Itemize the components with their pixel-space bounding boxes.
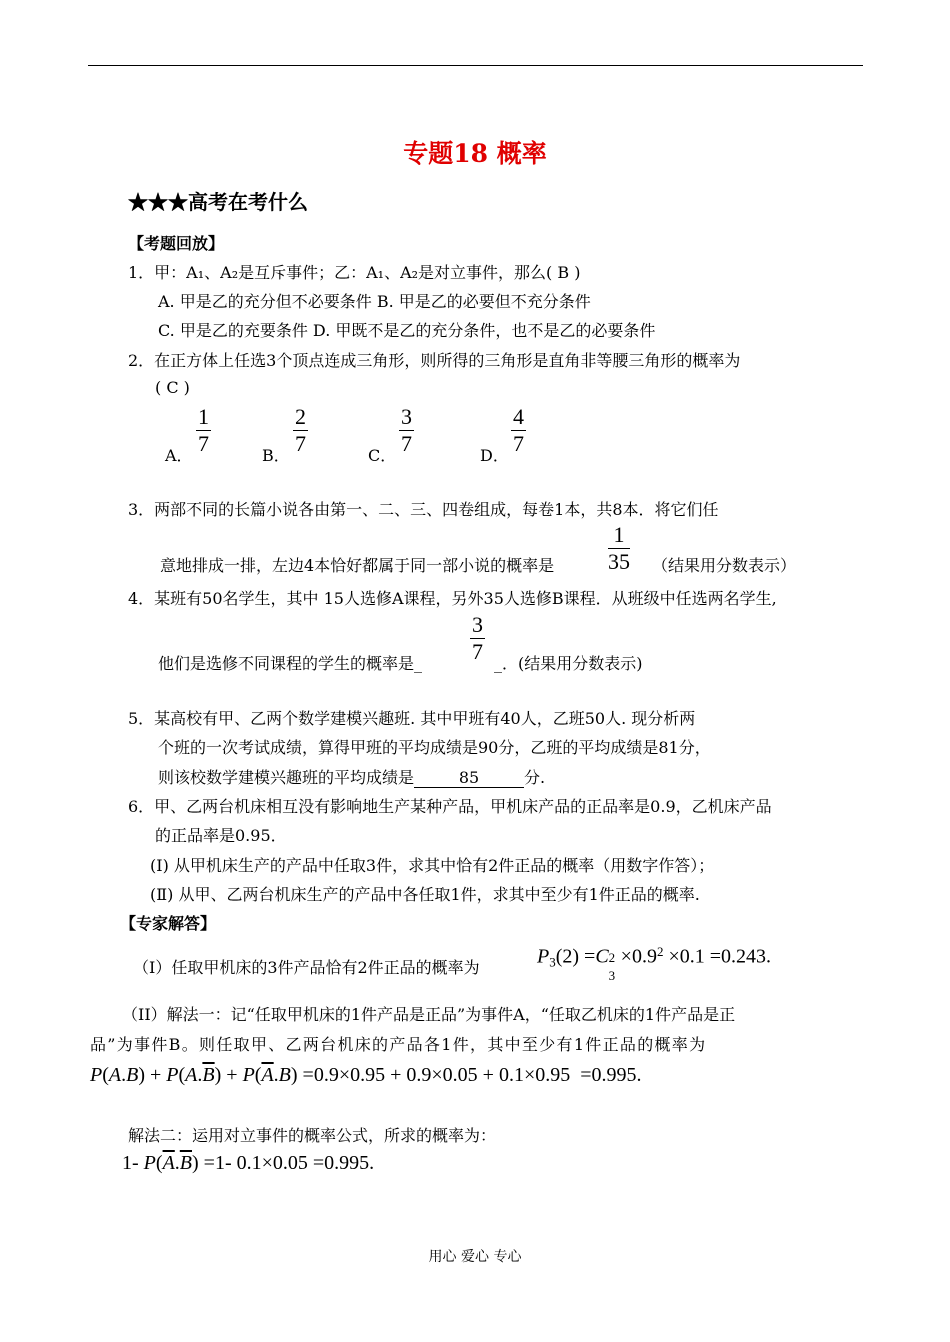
solution-2-formula: $P(A.B) + P(A.\overline{B}) + P(\overline{A}.B) =0.9\times 0.95 + 0.9\times 0.05 + 0.1\times 0.95 =0.995$.	[90, 1064, 642, 1086]
q1-options-cd: C. 甲是乙的充要条件 D. 甲既不是乙的充分条件，也不是乙的必要条件	[158, 321, 656, 340]
header-rule	[88, 65, 863, 66]
q3-answer-fraction: 1 35	[608, 522, 630, 574]
q4-tail: _．(结果用分数表示)	[494, 654, 643, 673]
q4-line1: 4．某班有50名学生，其中 15人选修A课程，另外35人选修B课程．从班级中任选两名学生,	[128, 589, 777, 608]
q2-stem: 2．在正方体上任选3个顶点连成三角形，则所得的三角形是直角非等腰三角形的概率为	[128, 351, 741, 370]
section-heading: ★★★高考在考什么	[128, 190, 308, 214]
sub-heading-solution: 【专家解答】	[120, 914, 217, 933]
q6-part2: (Ⅱ) 从甲、乙两台机床生产的产品中各任取1件，求其中至少有1件正品的概率.	[150, 885, 700, 904]
q3-line2: 意地排成一排，左边4本恰好都属于同一部小说的概率是	[160, 556, 555, 575]
page-title: 专题18 概率	[403, 139, 547, 168]
q5-line3	[158, 765, 545, 788]
q6-line2: 的正品率是0.95．	[155, 826, 287, 845]
page-footer: 用心 爱心 专心	[428, 1249, 522, 1265]
q2-answer: ( C )	[155, 378, 190, 397]
q6-line1: 6．甲、乙两台机床相互没有影响地生产某种产品，甲机床产品的正品率是0.9，乙机床产品	[128, 797, 772, 816]
q1-stem: 1．甲：A₁、A₂是互斥事件；乙：A₁、A₂是对立事件，那么( B )	[128, 263, 581, 282]
solution-3-formula: 1- $P(\overline{A}.\overline{B}) =1-$ 0.1×0.05 =0.995.	[122, 1152, 375, 1174]
q2-option-a-fraction: 1 7	[198, 404, 209, 456]
sub-heading-review: 【考题回放】	[128, 234, 225, 253]
q3-note: （结果用分数表示）	[652, 556, 797, 575]
q2-option-c-fraction: 3 7	[401, 404, 412, 456]
solution-1-formula: $P_3(2) =C$ 2 3 $\times 0.9^2 \times 0.1 =0.243$.	[537, 944, 772, 984]
q1-options-ab: A. 甲是乙的充分但不必要条件 B. 甲是乙的必要但不充分条件	[158, 292, 591, 311]
q2-option-b-fraction: 2 7	[295, 404, 306, 456]
q4-answer-fraction: 3 7	[472, 612, 483, 664]
solution-2-line1: （II）解法一：记“任取甲机床的1件产品是正品”为事件A，“任取乙机床的1件产品是正	[122, 1005, 736, 1024]
q5-line3-suffix: 分.	[524, 768, 546, 787]
solution-2-line2: 品”为事件B。则任取甲、乙两台机床的产品各1件，其中至少有1件正品的概率为	[90, 1035, 707, 1054]
q2-option-b-label: B．	[262, 446, 290, 465]
q5-line1: 5．某高校有甲、乙两个数学建模兴趣班. 其中甲班有40人，乙班50人. 现分析两	[128, 709, 696, 728]
solution-1-text: （I）任取甲机床的3件产品恰有2件正品的概率为	[133, 958, 480, 977]
q5-line2: 个班的一次考试成绩，算得甲班的平均成绩是90分，乙班的平均成绩是81分，	[158, 738, 711, 757]
q5-line3-prefix: 则该校数学建模兴趣班的平均成绩是	[158, 768, 415, 787]
q5-answer: 85	[414, 768, 524, 788]
q6-part1: (Ⅰ) 从甲机床生产的产品中任取3件，求其中恰有2件正品的概率（用数字作答）；	[150, 856, 715, 875]
solution-3-line1: 解法二：运用对立事件的概率公式，所求的概率为：	[128, 1126, 497, 1145]
q2-option-c-label: C．	[368, 446, 397, 465]
q4-line2: 他们是选修不同课程的学生的概率是_	[158, 654, 423, 673]
q2-option-a-label: A．	[165, 446, 193, 465]
q2-option-d-label: D．	[480, 446, 509, 465]
q3-line1: 3．两部不同的长篇小说各由第一、二、三、四卷组成，每卷1本，共8本．将它们任	[128, 500, 719, 519]
q2-option-d-fraction: 4 7	[513, 404, 524, 456]
